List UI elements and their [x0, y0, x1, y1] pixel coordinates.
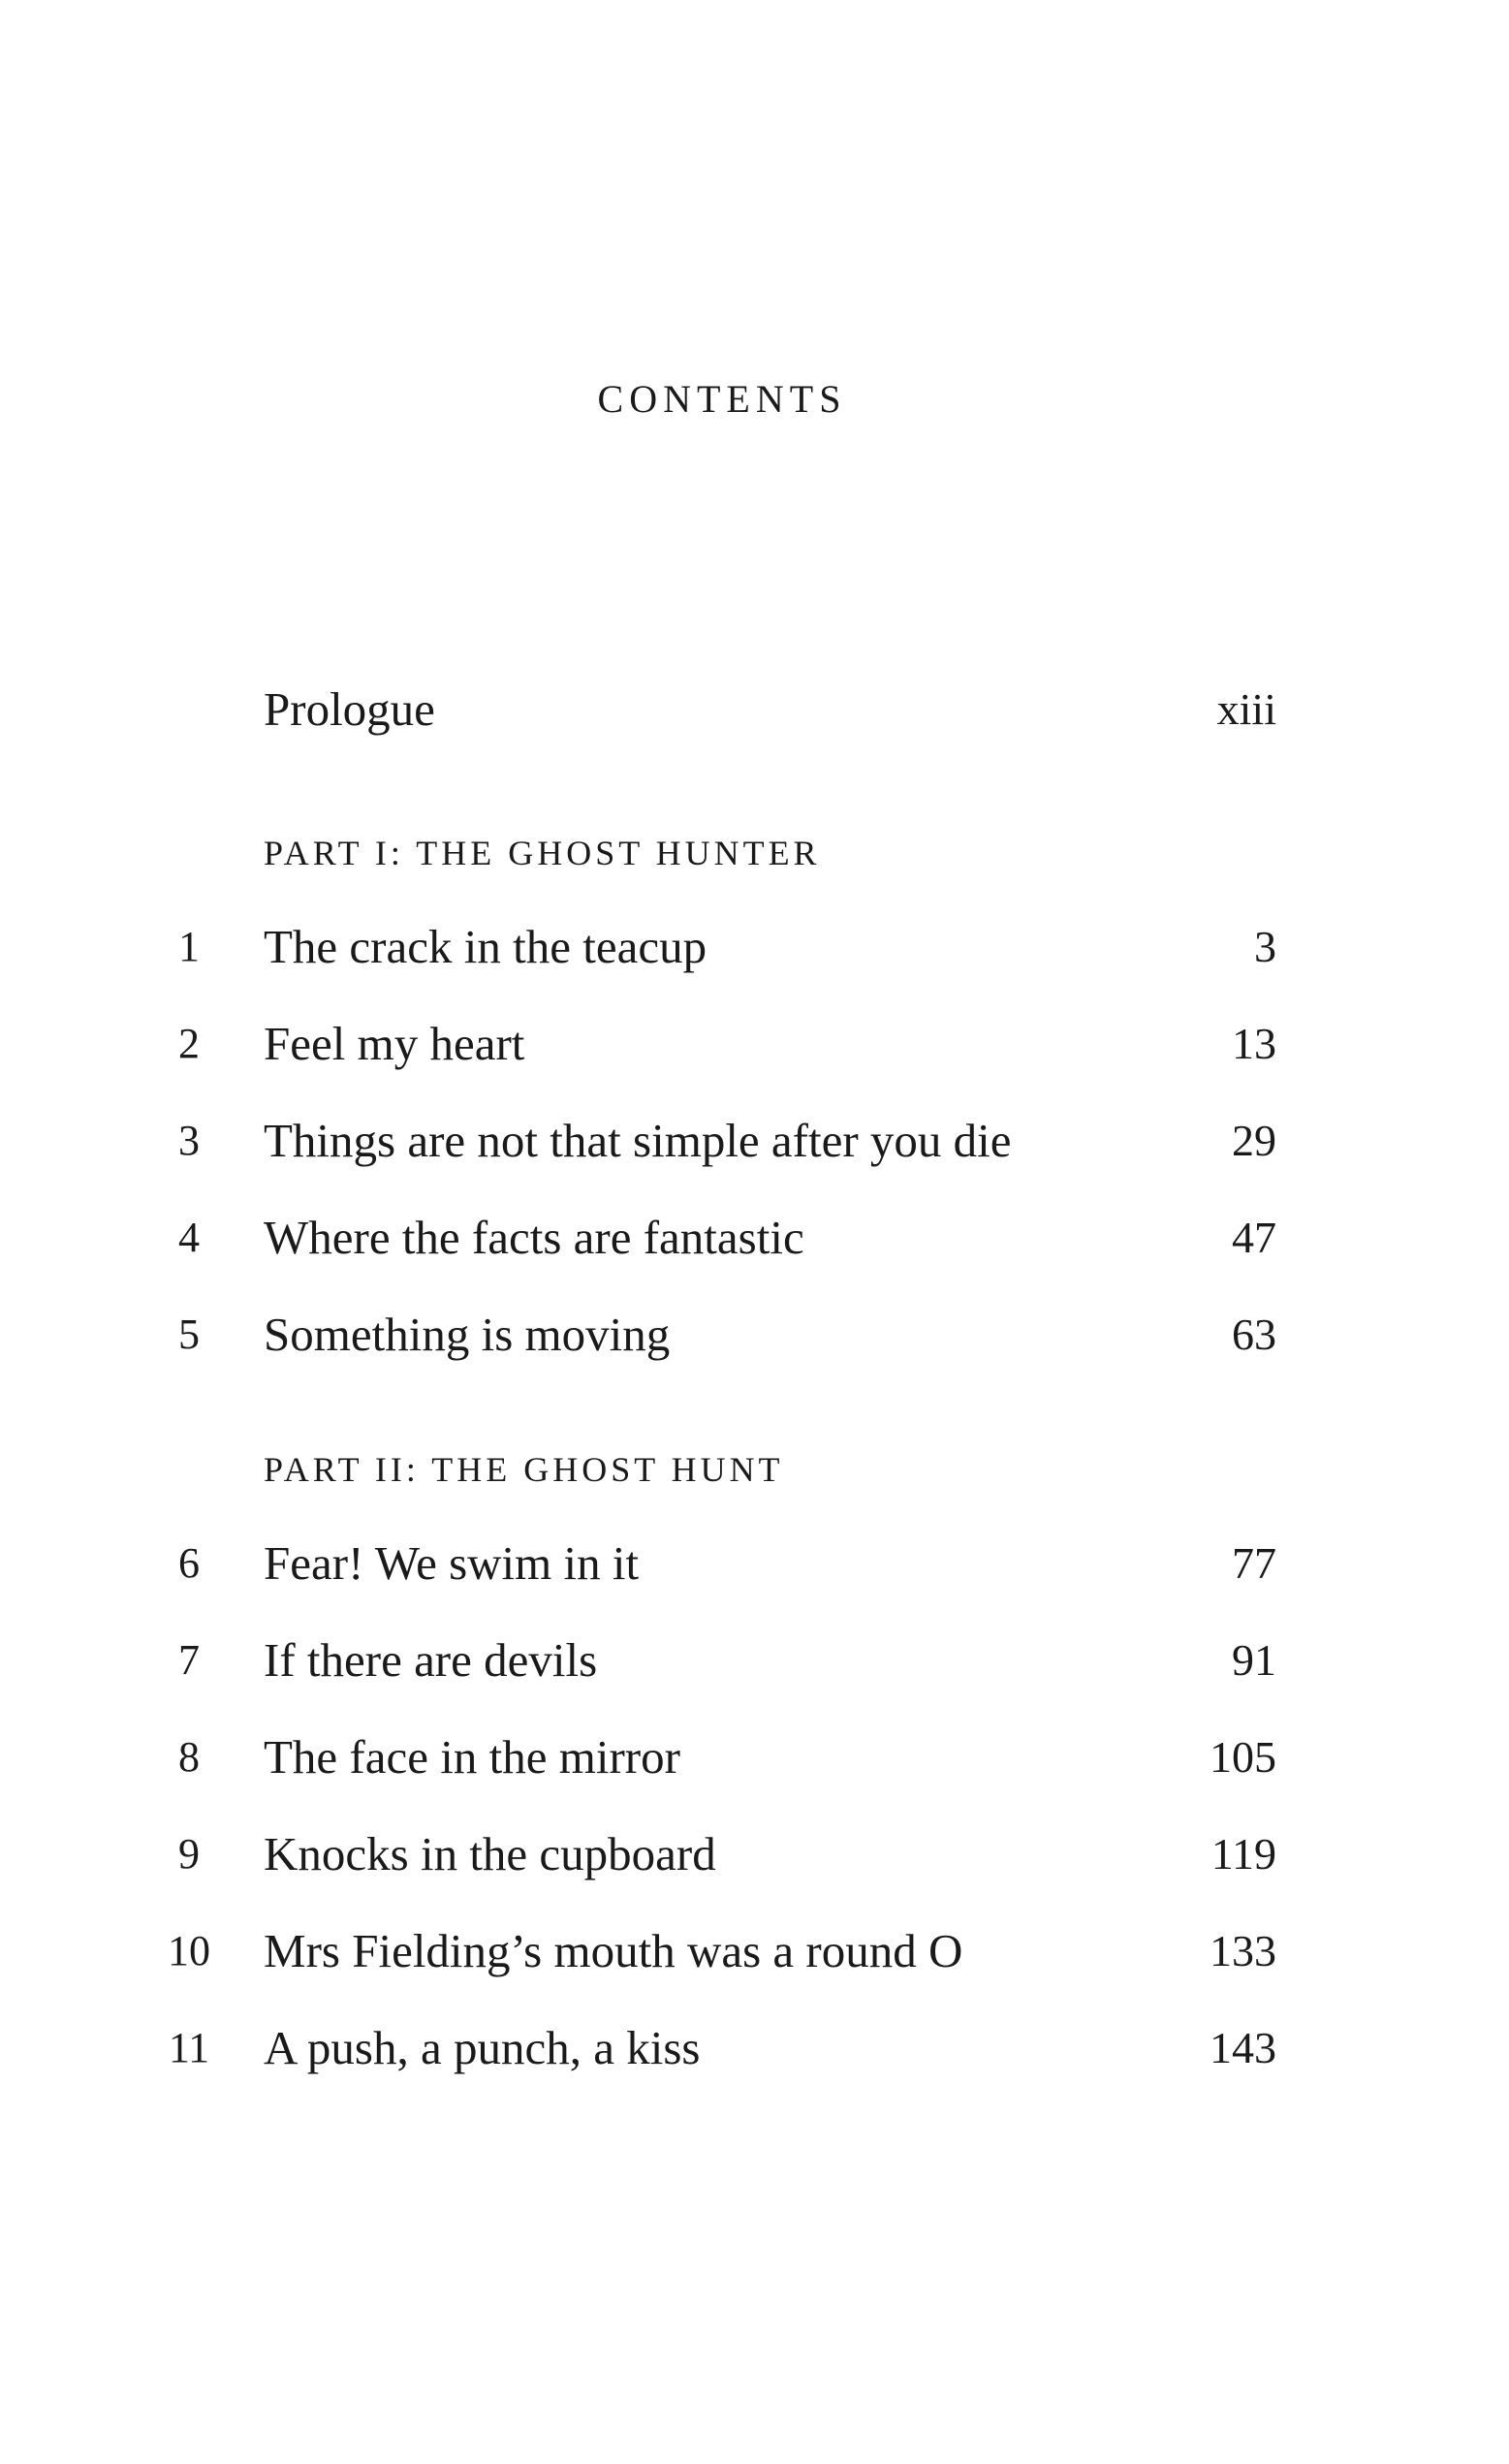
- chapter-page: 133: [1210, 1926, 1276, 1975]
- chapter-number: 2: [178, 1020, 200, 1067]
- chapter-title: Fear! We swim in it: [264, 1536, 640, 1590]
- entry-page: xiii: [1216, 684, 1276, 734]
- chapter-title: Something is moving: [264, 1308, 671, 1361]
- toc-entry[interactable]: [0, 1627, 1509, 1694]
- chapter-page: 143: [1210, 2023, 1276, 2072]
- toc-entry[interactable]: [0, 2014, 1509, 2082]
- chapter-number: 9: [178, 1830, 200, 1878]
- toc-entry[interactable]: [0, 913, 1509, 981]
- chapter-page: 29: [1232, 1116, 1276, 1165]
- toc-entry[interactable]: [0, 1820, 1509, 1888]
- toc-entry-prologue[interactable]: [0, 676, 1509, 743]
- page-title: CONTENTS: [597, 377, 847, 421]
- chapter-title: Knocks in the cupboard: [264, 1827, 716, 1880]
- chapter-number: 1: [178, 923, 200, 970]
- chapter-title: Things are not that simple after you die: [264, 1114, 1012, 1167]
- toc-entry[interactable]: [0, 1917, 1509, 1985]
- chapter-page: 77: [1232, 1538, 1276, 1588]
- chapter-number: 4: [178, 1214, 200, 1261]
- toc-entry[interactable]: [0, 1723, 1509, 1791]
- chapter-number: 10: [168, 1927, 210, 1974]
- chapter-title: A push, a punch, a kiss: [264, 2021, 701, 2074]
- chapter-number: 7: [178, 1636, 200, 1684]
- chapter-title: If there are devils: [264, 1633, 598, 1687]
- chapter-page: 119: [1210, 1829, 1276, 1879]
- toc-entry[interactable]: [0, 1204, 1509, 1272]
- part-heading: PART I: THE GHOST HUNTER: [264, 834, 821, 872]
- chapter-number: 3: [178, 1117, 200, 1164]
- chapter-page: 47: [1232, 1213, 1276, 1262]
- chapter-title: The crack in the teacup: [264, 920, 707, 973]
- toc-entry[interactable]: [0, 1010, 1509, 1078]
- chapter-number: 5: [178, 1311, 200, 1358]
- part-heading: PART II: THE GHOST HUNT: [264, 1450, 784, 1489]
- toc-entry[interactable]: [0, 1530, 1509, 1597]
- chapter-page: 13: [1232, 1019, 1276, 1068]
- chapter-title: Mrs Fielding’s mouth was a round O: [264, 1924, 963, 1977]
- chapter-number: 8: [178, 1733, 200, 1781]
- chapter-title: Where the facts are fantastic: [264, 1211, 804, 1264]
- toc-entry[interactable]: [0, 1107, 1509, 1175]
- chapter-page: 105: [1210, 1732, 1276, 1782]
- chapter-page: 3: [1254, 922, 1276, 971]
- chapter-title: The face in the mirror: [264, 1730, 680, 1784]
- toc-entry[interactable]: [0, 1301, 1509, 1369]
- chapter-number: 6: [178, 1539, 200, 1587]
- chapter-page: 91: [1232, 1635, 1276, 1685]
- chapter-title: Feel my heart: [264, 1017, 525, 1070]
- chapter-number: 11: [168, 2024, 210, 2071]
- chapter-page: 63: [1232, 1310, 1276, 1359]
- entry-title: Prologue: [264, 682, 435, 736]
